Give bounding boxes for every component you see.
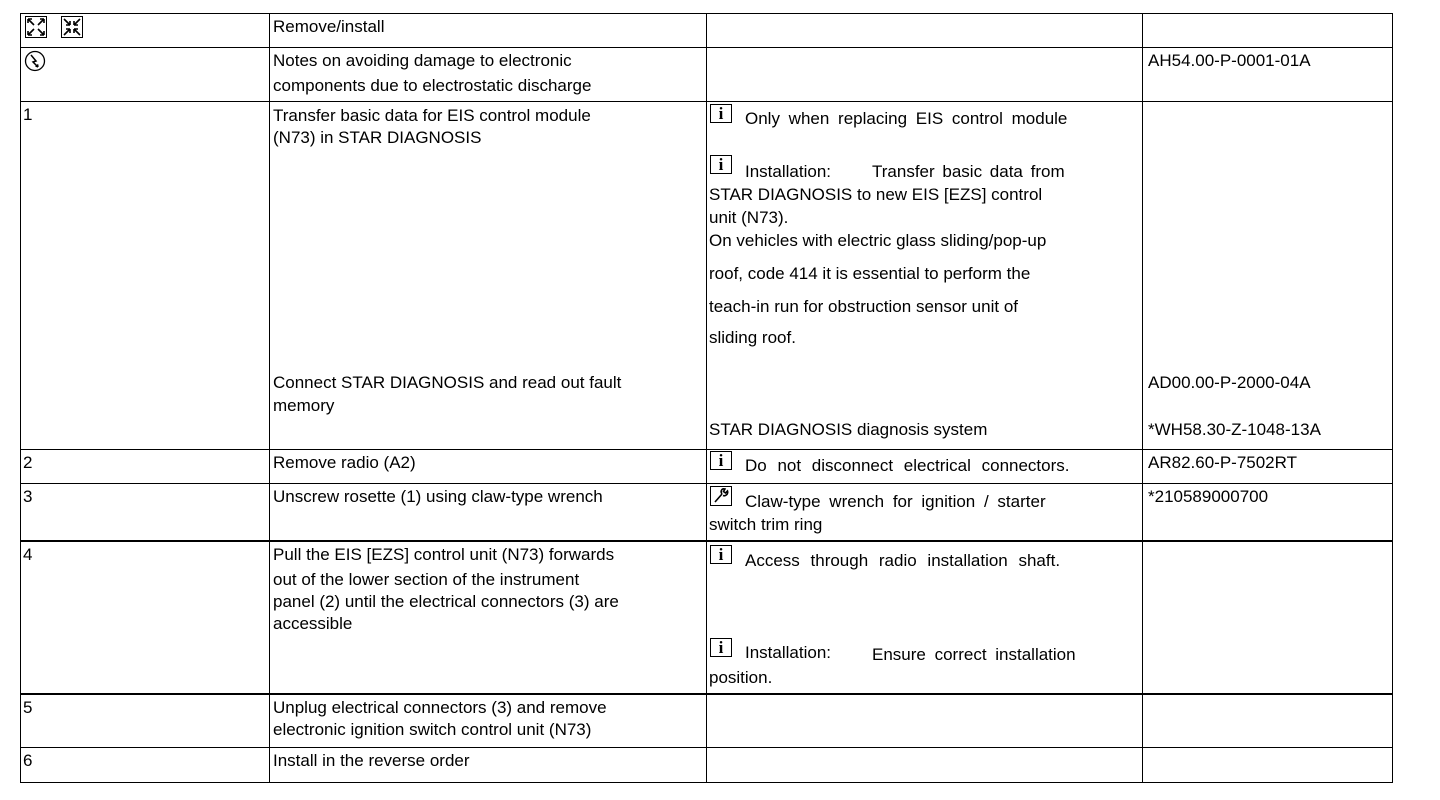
installation-label: Installation: (745, 162, 831, 181)
reference-link[interactable]: AH54.00-P-0001-01A (1148, 51, 1311, 70)
row-divider (20, 13, 1393, 14)
step-3-text: Unscrew rosette (1) using claw-type wrench (273, 487, 603, 506)
table-border-right (1392, 13, 1393, 783)
esd-warning-icon (23, 50, 47, 72)
step-4-text-line-1: Pull the EIS [EZS] control unit (N73) forwards (273, 545, 615, 564)
step-2-text: Remove radio (A2) (273, 453, 416, 472)
step-5-text-line-1: Unplug electrical connectors (3) and remove (273, 698, 607, 717)
step-number: 6 (23, 751, 33, 770)
step-1-note-3-line-3: teach-in run for obstruction sensor unit of (709, 297, 1018, 316)
step-3-note-line-1: Claw-type wrench for ignition / starter (745, 492, 1046, 511)
info-icon: i (710, 638, 732, 657)
reference-link[interactable]: *210589000700 (1148, 487, 1269, 506)
table-border-bottom (20, 782, 1393, 783)
table-border-left (20, 13, 21, 783)
step-4-text-line-3: panel (2) until the electrical connectors (3) are (273, 592, 619, 611)
step-1-text-line-1: Transfer basic data for EIS control module (273, 106, 591, 125)
wrench-icon (710, 486, 732, 506)
esd-notes-line-2: components due to electrostatic discharge (273, 76, 592, 95)
row-divider (20, 693, 1393, 695)
column-divider (706, 13, 707, 783)
step-number: 2 (23, 453, 33, 472)
step-5-text-line-2: electronic ignition switch control unit (N73) (273, 720, 592, 739)
step-1b-text-line-1: Connect STAR DIAGNOSIS and read out fault (273, 373, 622, 392)
step-1b-text-line-2: memory (273, 396, 335, 415)
info-icon: i (710, 545, 732, 564)
collapse-icon (61, 16, 83, 38)
row-divider (20, 747, 1393, 748)
row-divider (20, 101, 1393, 102)
step-1-note-2-line-3: unit (N73). (709, 208, 789, 227)
header-title: Remove/install (273, 17, 385, 36)
step-3-note-line-2: switch trim ring (709, 515, 823, 534)
step-1-note-2-line-2: STAR DIAGNOSIS to new EIS [EZS] control (709, 185, 1043, 204)
step-1-note-3-line-1: On vehicles with electric glass sliding/pop-up (709, 231, 1047, 250)
info-icon: i (710, 451, 732, 470)
step-1-note-3-line-4: sliding roof. (709, 328, 796, 347)
installation-label: Installation: (745, 643, 831, 662)
step-1-note-3-line-2: roof, code 414 it is essential to perform the (709, 264, 1031, 283)
info-icon: i (710, 104, 732, 123)
expand-icon (25, 16, 47, 38)
row-divider (20, 483, 1393, 484)
step-number: 3 (23, 487, 33, 506)
column-divider (269, 13, 270, 783)
step-6-text: Install in the reverse order (273, 751, 470, 770)
step-1-note-1: Only when replacing EIS control module (745, 109, 1068, 128)
step-1-text-line-2: (N73) in STAR DIAGNOSIS (273, 128, 482, 147)
row-divider (20, 540, 1393, 542)
step-4-text-line-2: out of the lower section of the instrument (273, 570, 580, 589)
row-divider (20, 47, 1393, 48)
step-number: 1 (23, 105, 33, 124)
reference-link[interactable]: *WH58.30-Z-1048-13A (1148, 420, 1321, 439)
step-2-note: Do not disconnect electrical connectors. (745, 456, 1070, 475)
row-divider (20, 449, 1393, 450)
step-1-note-4: STAR DIAGNOSIS diagnosis system (709, 420, 988, 439)
reference-link[interactable]: AR82.60-P-7502RT (1148, 453, 1297, 472)
step-number: 4 (23, 545, 33, 564)
step-1-note-2-line-1: Transfer basic data from (872, 162, 1065, 181)
step-4-note-2-line-1: Ensure correct installation (872, 645, 1076, 664)
column-divider (1142, 13, 1143, 783)
info-icon: i (710, 155, 732, 174)
step-4-note-1: Access through radio installation shaft. (745, 551, 1061, 570)
esd-notes-line-1: Notes on avoiding damage to electronic (273, 51, 572, 70)
reference-link[interactable]: AD00.00-P-2000-04A (1148, 373, 1311, 392)
step-4-text-line-4: accessible (273, 614, 353, 633)
step-number: 5 (23, 698, 33, 717)
step-4-note-2-line-2: position. (709, 668, 773, 687)
